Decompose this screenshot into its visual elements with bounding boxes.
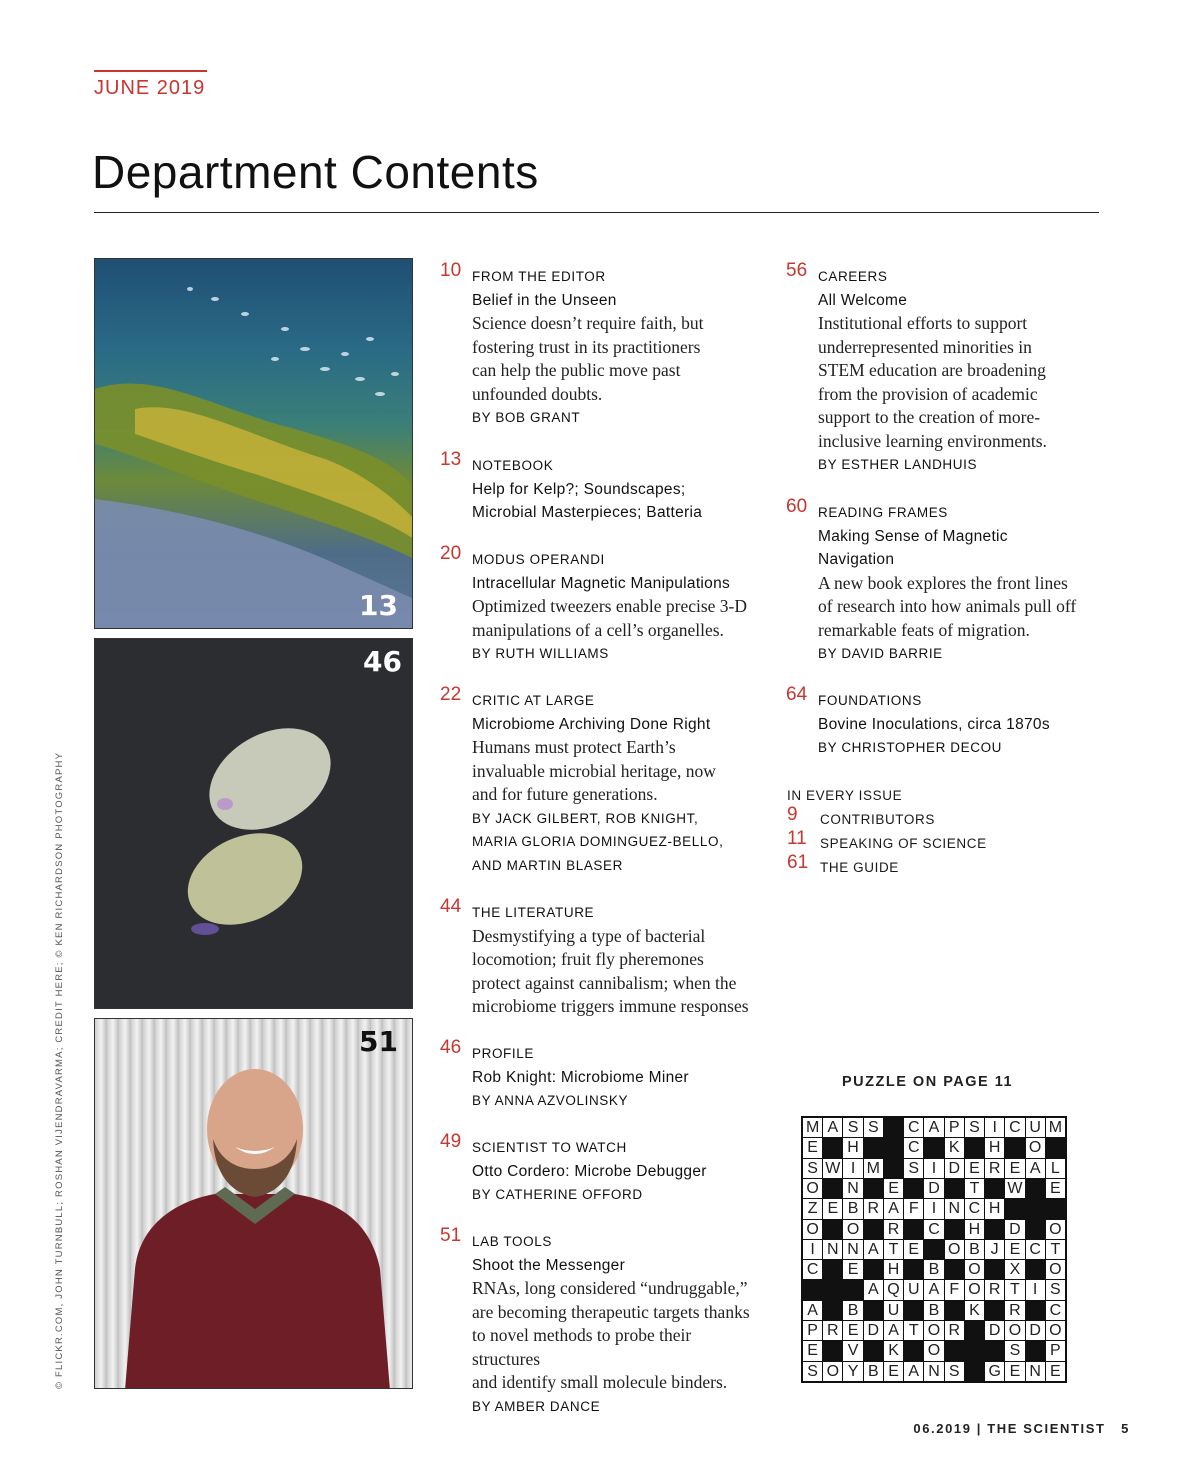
crossword-cell: I xyxy=(1026,1280,1045,1299)
crossword-cell: B xyxy=(843,1199,862,1218)
issue-date-rule xyxy=(94,70,207,72)
crossword-cell: T xyxy=(1046,1240,1065,1259)
crossword-cell: O xyxy=(843,1220,862,1239)
every-issue-item[interactable] xyxy=(787,852,1087,880)
entry-page-number: 10 xyxy=(440,260,462,281)
crossword-black-cell xyxy=(864,1179,883,1198)
crossword-black-cell xyxy=(945,1260,964,1279)
entry-section: THE LITERATURE xyxy=(472,905,595,920)
crossword-cell: P xyxy=(1046,1341,1065,1360)
crossword-cell: D xyxy=(945,1159,964,1178)
crossword-cell: B xyxy=(924,1301,943,1320)
entry-byline: BY ANNA AZVOLINSKY xyxy=(472,1093,629,1108)
entry-headline: Microbiome Archiving Done Right xyxy=(472,715,711,733)
entry-description-line: fostering trust in its practitioners xyxy=(472,336,701,357)
crossword-black-cell xyxy=(904,1220,923,1239)
crossword-cell: O xyxy=(1046,1260,1065,1279)
crossword-cell: W xyxy=(823,1159,842,1178)
entry-headline: Making Sense of Magnetic xyxy=(818,527,1008,545)
crossword-cell: N xyxy=(843,1240,862,1259)
entry-section: SCIENTIST TO WATCH xyxy=(472,1140,627,1155)
crossword-cell: E xyxy=(823,1199,842,1218)
puzzle-label: PUZZLE ON PAGE 11 xyxy=(842,1074,1014,1090)
crossword-cell: U xyxy=(904,1280,923,1299)
crossword-black-cell xyxy=(985,1260,1004,1279)
crossword-cell: T xyxy=(884,1240,903,1259)
crossword-cell: E xyxy=(1046,1179,1065,1198)
entry-headline: Shoot the Messenger xyxy=(472,1256,626,1274)
crossword-black-cell xyxy=(803,1280,822,1299)
entry-headline: Otto Cordero: Microbe Debugger xyxy=(472,1162,707,1180)
crossword-cell: A xyxy=(864,1240,883,1259)
crossword-cell: C xyxy=(803,1260,822,1279)
crossword-cell: O xyxy=(965,1280,984,1299)
entry-description-line: invaluable microbial heritage, now xyxy=(472,760,716,781)
every-issue-title: SPEAKING OF SCIENCE xyxy=(820,836,987,851)
entry-section: NOTEBOOK xyxy=(472,458,554,473)
entry-byline: MARIA GLORIA DOMINGUEZ-BELLO, xyxy=(472,834,724,849)
crossword-black-cell xyxy=(945,1220,964,1239)
crossword-black-cell xyxy=(945,1179,964,1198)
entry-page-number: 46 xyxy=(440,1037,462,1058)
crossword-black-cell xyxy=(924,1240,943,1259)
crossword-cell: E xyxy=(843,1260,862,1279)
crossword-cell: T xyxy=(965,1179,984,1198)
entry-description-line: protect against cannibalism; when the xyxy=(472,972,737,993)
crossword-cell: N xyxy=(1026,1362,1045,1381)
photo-page-number: 51 xyxy=(359,1025,398,1058)
crossword-black-cell xyxy=(1026,1260,1045,1279)
crossword-cell: A xyxy=(904,1362,923,1381)
crossword-black-cell xyxy=(1026,1341,1045,1360)
entry-headline: Bovine Inoculations, circa 1870s xyxy=(818,715,1050,733)
crossword-cell: H xyxy=(884,1260,903,1279)
crossword-cell: A xyxy=(823,1118,842,1137)
entry-section: FOUNDATIONS xyxy=(818,693,922,708)
entry-description-line: RNAs, long considered “undruggable,” xyxy=(472,1278,748,1298)
entry-byline: BY CHRISTOPHER DECOU xyxy=(818,740,1003,755)
photo-page-number: 13 xyxy=(359,589,398,622)
crossword-cell: A xyxy=(803,1301,822,1320)
crossword-black-cell xyxy=(985,1301,1004,1320)
crossword-cell: G xyxy=(985,1362,1004,1381)
crossword-cell: S xyxy=(965,1118,984,1137)
entry-page-number: 64 xyxy=(786,684,808,705)
crossword-cell: P xyxy=(803,1321,822,1340)
crossword-cell: I xyxy=(924,1199,943,1218)
crossword-black-cell xyxy=(823,1138,842,1157)
crossword-cell: H xyxy=(965,1220,984,1239)
crossword-cell: S xyxy=(1005,1341,1024,1360)
crossword-black-cell xyxy=(1026,1301,1045,1320)
portrait-illustration xyxy=(95,1019,413,1389)
crossword-cell: E xyxy=(884,1362,903,1381)
crossword-cell: C xyxy=(1046,1301,1065,1320)
issue-date: JUNE 2019 xyxy=(94,77,206,99)
crossword-cell: O xyxy=(924,1341,943,1360)
entry-page-number: 20 xyxy=(440,543,462,564)
crossword-black-cell xyxy=(823,1179,842,1198)
toc-entry-critic-at-large[interactable] xyxy=(440,684,760,877)
crossword-black-cell xyxy=(864,1138,883,1157)
crossword-cell: O xyxy=(803,1220,822,1239)
crossword-cell: O xyxy=(1046,1220,1065,1239)
crossword-cell: R xyxy=(985,1280,1004,1299)
entry-description-line: underrepresented minorities in xyxy=(818,336,1032,357)
entry-section: CRITIC AT LARGE xyxy=(472,693,595,708)
microbe-photo[interactable] xyxy=(94,638,413,1009)
entry-description-line: support to the creation of more- xyxy=(818,407,1041,427)
crossword-cell: Y xyxy=(843,1362,862,1381)
crossword-cell: E xyxy=(965,1159,984,1178)
crossword-cell: B xyxy=(864,1362,883,1381)
entry-description-line: Science doesn’t require faith, but xyxy=(472,313,704,333)
crossword-black-cell xyxy=(1005,1199,1024,1218)
entry-description-line: Desmystifying a type of bacterial xyxy=(472,925,706,946)
crossword-cell: A xyxy=(924,1118,943,1137)
crossword-cell: I xyxy=(924,1159,943,1178)
crossword-cell: D xyxy=(864,1321,883,1340)
crossword-black-cell xyxy=(924,1138,943,1157)
crossword-cell: O xyxy=(803,1179,822,1198)
crossword-cell: I xyxy=(985,1118,1004,1137)
crossword-cell: D xyxy=(1005,1220,1024,1239)
crossword-cell: C xyxy=(904,1138,923,1157)
entry-page-number: 51 xyxy=(440,1225,462,1246)
crossword-cell: S xyxy=(843,1118,862,1137)
crossword-black-cell xyxy=(864,1301,883,1320)
entry-section: MODUS OPERANDI xyxy=(472,552,605,567)
entry-description-line: STEM education are broadening xyxy=(818,360,1046,380)
toc-entry-profile[interactable] xyxy=(440,1037,760,1113)
crossword-black-cell xyxy=(823,1301,842,1320)
entry-description-line: Institutional efforts to support xyxy=(818,313,1028,333)
entry-description-line: are becoming therapeutic targets thanks xyxy=(472,1301,750,1322)
entry-description-line: A new book explores the front lines xyxy=(818,572,1068,593)
crossword-black-cell xyxy=(1026,1179,1045,1198)
crossword-cell: E xyxy=(904,1240,923,1259)
crossword-cell: M xyxy=(864,1159,883,1178)
crossword-black-cell xyxy=(1026,1199,1045,1218)
photo-credit: © FLICKR.COM, JOHN TURNBULL; ROSHAN VIJENDRAVARMA; CREDIT HERE; © KEN RICHARDSON PHOTOGRAPHY xyxy=(54,751,65,1389)
toc-entry-careers[interactable] xyxy=(786,260,1106,477)
entry-page-number: 56 xyxy=(786,260,808,281)
every-issue-label: IN EVERY ISSUE xyxy=(787,788,903,803)
entry-description-line: Humans must protect Earth’s xyxy=(472,737,676,757)
entry-description-line: Optimized tweezers enable precise 3-D xyxy=(472,596,748,616)
crossword-black-cell xyxy=(904,1260,923,1279)
toc-entry-modus-operandi[interactable] xyxy=(440,543,760,666)
crossword-cell: J xyxy=(985,1240,1004,1259)
crossword-cell: K xyxy=(945,1138,964,1157)
crossword-black-cell xyxy=(904,1301,923,1320)
entry-description-line: can help the public move past xyxy=(472,360,681,380)
crossword-black-cell xyxy=(884,1159,903,1178)
crossword-cell: R xyxy=(884,1220,903,1239)
entry-byline: BY JACK GILBERT, ROB KNIGHT, xyxy=(472,810,699,826)
crossword-black-cell xyxy=(823,1280,842,1299)
crossword-black-cell xyxy=(904,1179,923,1198)
crossword-cell: E xyxy=(1005,1362,1024,1381)
crossword-grid[interactable] xyxy=(801,1116,1067,1383)
toc-entry-foundations[interactable] xyxy=(786,684,1106,760)
entry-section: PROFILE xyxy=(472,1046,534,1061)
crossword-cell: R xyxy=(985,1159,1004,1178)
crossword-cell: B xyxy=(843,1301,862,1320)
crossword-cell: R xyxy=(1005,1301,1024,1320)
crossword-cell: H xyxy=(985,1199,1004,1218)
entry-byline: BY BOB GRANT xyxy=(472,410,581,425)
kelp-illustration xyxy=(95,259,413,629)
toc-entry-lab-tools[interactable] xyxy=(440,1225,760,1418)
crossword-cell: S xyxy=(904,1159,923,1178)
entry-headline: Navigation xyxy=(818,551,895,568)
entry-description-line: and identify small molecule binders. xyxy=(472,1372,728,1392)
entry-description-line: unfounded doubts. xyxy=(472,383,603,404)
crossword-cell: O xyxy=(945,1240,964,1259)
crossword-black-cell xyxy=(904,1341,923,1360)
crossword-cell: E xyxy=(884,1179,903,1198)
entry-byline: AND MARTIN BLASER xyxy=(472,857,623,873)
crossword-cell: U xyxy=(1026,1118,1045,1137)
crossword-cell: E xyxy=(1046,1362,1065,1381)
crossword-cell: T xyxy=(904,1321,923,1340)
crossword-cell: F xyxy=(945,1280,964,1299)
crossword-cell: M xyxy=(1046,1118,1065,1137)
crossword-black-cell xyxy=(823,1260,842,1279)
entry-headline: Belief in the Unseen xyxy=(472,291,617,309)
title-divider xyxy=(94,212,1099,213)
toc-entry-scientist-to-watch[interactable] xyxy=(440,1131,760,1207)
entry-byline: BY DAVID BARRIE xyxy=(818,646,943,661)
entry-page-number: 60 xyxy=(786,496,808,517)
entry-byline: BY AMBER DANCE xyxy=(472,1398,601,1414)
crossword-black-cell xyxy=(843,1280,862,1299)
crossword-cell: R xyxy=(864,1199,883,1218)
crossword-cell: N xyxy=(924,1362,943,1381)
entry-headline: Rob Knight: Microbiome Miner xyxy=(472,1068,689,1086)
crossword-cell: C xyxy=(904,1118,923,1137)
crossword-black-cell xyxy=(864,1220,883,1239)
entry-description-line: and for future generations. xyxy=(472,784,658,804)
crossword-cell: I xyxy=(803,1240,822,1259)
crossword-cell: S xyxy=(803,1362,822,1381)
entry-description-line: remarkable feats of migration. xyxy=(818,619,1030,640)
crossword-black-cell xyxy=(1005,1138,1024,1157)
crossword-black-cell xyxy=(823,1220,842,1239)
crossword-cell: M xyxy=(803,1118,822,1137)
entry-section: CAREERS xyxy=(818,269,888,284)
crossword-cell: N xyxy=(945,1199,964,1218)
page-title: Department Contents xyxy=(92,146,539,198)
crossword-cell: Z xyxy=(803,1199,822,1218)
crossword-cell: I xyxy=(843,1159,862,1178)
portrait-photo[interactable] xyxy=(94,1018,413,1389)
crossword-cell: D xyxy=(985,1321,1004,1340)
crossword-cell: L xyxy=(1046,1159,1065,1178)
entry-section: LAB TOOLS xyxy=(472,1234,552,1249)
entry-byline: BY CATHERINE OFFORD xyxy=(472,1187,643,1202)
crossword-cell: O xyxy=(1005,1321,1024,1340)
toc-entry-notebook[interactable] xyxy=(440,449,760,525)
entry-page-number: 49 xyxy=(440,1131,462,1152)
crossword-cell: C xyxy=(1005,1118,1024,1137)
crossword-black-cell xyxy=(945,1341,964,1360)
entry-description-line: locomotion; fruit fly pheremones xyxy=(472,949,704,969)
crossword-cell: O xyxy=(924,1321,943,1340)
every-issue-item[interactable] xyxy=(787,828,1087,856)
crossword-cell: E xyxy=(1005,1240,1024,1259)
crossword-cell: X xyxy=(1005,1260,1024,1279)
crossword-cell: O xyxy=(1046,1321,1065,1340)
crossword-black-cell xyxy=(965,1138,984,1157)
crossword-cell: Q xyxy=(884,1280,903,1299)
crossword-cell: A xyxy=(924,1280,943,1299)
crossword-cell: K xyxy=(965,1301,984,1320)
entry-section: READING FRAMES xyxy=(818,505,948,520)
crossword-cell: A xyxy=(884,1321,903,1340)
crossword-cell: E xyxy=(843,1321,862,1340)
crossword-black-cell xyxy=(884,1118,903,1137)
entry-page-number: 13 xyxy=(440,449,462,470)
crossword-cell: N xyxy=(823,1240,842,1259)
crossword-cell: S xyxy=(945,1362,964,1381)
crossword-cell: B xyxy=(965,1240,984,1259)
crossword-cell: N xyxy=(843,1179,862,1198)
entry-headline: Microbial Masterpieces; Batteria xyxy=(472,504,703,521)
entry-description-line: microbiome triggers immune responses xyxy=(472,996,749,1016)
entry-page-number: 22 xyxy=(440,684,462,705)
entry-headline: Intracellular Magnetic Manipulations xyxy=(472,574,731,592)
crossword-cell: O xyxy=(1026,1138,1045,1157)
crossword-cell: W xyxy=(1005,1179,1024,1198)
crossword-black-cell xyxy=(864,1260,883,1279)
crossword-black-cell xyxy=(985,1220,1004,1239)
every-issue-title: THE GUIDE xyxy=(820,860,899,875)
microbe-illustration xyxy=(95,639,413,1009)
entry-section: FROM THE EDITOR xyxy=(472,269,606,284)
crossword-cell: D xyxy=(924,1179,943,1198)
crossword-cell: C xyxy=(924,1220,943,1239)
crossword-black-cell xyxy=(864,1341,883,1360)
crossword-cell: R xyxy=(945,1321,964,1340)
crossword-cell: C xyxy=(965,1199,984,1218)
crossword-black-cell xyxy=(1046,1138,1065,1157)
crossword-black-cell xyxy=(1026,1220,1045,1239)
every-issue-item[interactable] xyxy=(787,804,1087,832)
crossword-cell: K xyxy=(884,1341,903,1360)
crossword-black-cell xyxy=(985,1179,1004,1198)
page-footer: 06.2019 | THE SCIENTIST 5 xyxy=(913,1421,1130,1436)
entry-headline: Help for Kelp?; Soundscapes; xyxy=(472,480,686,498)
crossword-cell: S xyxy=(1046,1280,1065,1299)
crossword-black-cell xyxy=(965,1321,984,1340)
entry-description-line: to novel methods to probe their structures xyxy=(472,1325,692,1369)
kelp-forest-photo[interactable] xyxy=(94,258,413,629)
every-issue-title: CONTRIBUTORS xyxy=(820,812,935,827)
crossword-cell: E xyxy=(803,1138,822,1157)
crossword-cell: A xyxy=(864,1280,883,1299)
crossword-cell: P xyxy=(945,1118,964,1137)
crossword-cell: O xyxy=(965,1260,984,1279)
crossword-black-cell xyxy=(1046,1199,1065,1218)
crossword-black-cell xyxy=(965,1341,984,1360)
crossword-black-cell xyxy=(965,1362,984,1381)
crossword-black-cell xyxy=(985,1341,1004,1360)
crossword-cell: S xyxy=(864,1118,883,1137)
toc-entry-reading-frames[interactable] xyxy=(786,496,1106,666)
every-issue-page: 11 xyxy=(787,828,807,849)
entry-page-number: 44 xyxy=(440,896,462,917)
every-issue-page: 61 xyxy=(787,852,809,873)
crossword-black-cell xyxy=(884,1138,903,1157)
crossword-cell: C xyxy=(1026,1240,1045,1259)
entry-headline: All Welcome xyxy=(818,291,908,309)
entry-byline: BY ESTHER LANDHUIS xyxy=(818,457,978,472)
toc-entry-the-literature[interactable] xyxy=(440,896,760,1019)
crossword-cell: R xyxy=(823,1321,842,1340)
crossword-cell: S xyxy=(803,1159,822,1178)
every-issue-page: 9 xyxy=(787,804,798,825)
crossword-cell: H xyxy=(985,1138,1004,1157)
entry-description-line: of research into how animals pull off xyxy=(818,596,1077,616)
crossword-cell: E xyxy=(1005,1159,1024,1178)
entry-byline: BY RUTH WILLIAMS xyxy=(472,646,609,661)
crossword-cell: E xyxy=(803,1341,822,1360)
crossword-cell: B xyxy=(924,1260,943,1279)
entry-description-line: inclusive learning environments. xyxy=(818,430,1047,451)
crossword-cell: A xyxy=(1026,1159,1045,1178)
crossword-cell: U xyxy=(884,1301,903,1320)
crossword-cell: H xyxy=(843,1138,862,1157)
crossword-black-cell xyxy=(945,1301,964,1320)
entry-description-line: manipulations of a cell’s organelles. xyxy=(472,619,724,640)
entry-description-line: from the provision of academic xyxy=(818,383,1038,404)
crossword-cell: A xyxy=(884,1199,903,1218)
photo-page-number: 46 xyxy=(363,645,402,678)
crossword-cell: O xyxy=(823,1362,842,1381)
toc-entry-from-the-editor[interactable] xyxy=(440,260,760,430)
crossword-cell: V xyxy=(843,1341,862,1360)
crossword-cell: F xyxy=(904,1199,923,1218)
crossword-cell: T xyxy=(1005,1280,1024,1299)
crossword-cell: D xyxy=(1026,1321,1045,1340)
crossword-black-cell xyxy=(823,1341,842,1360)
